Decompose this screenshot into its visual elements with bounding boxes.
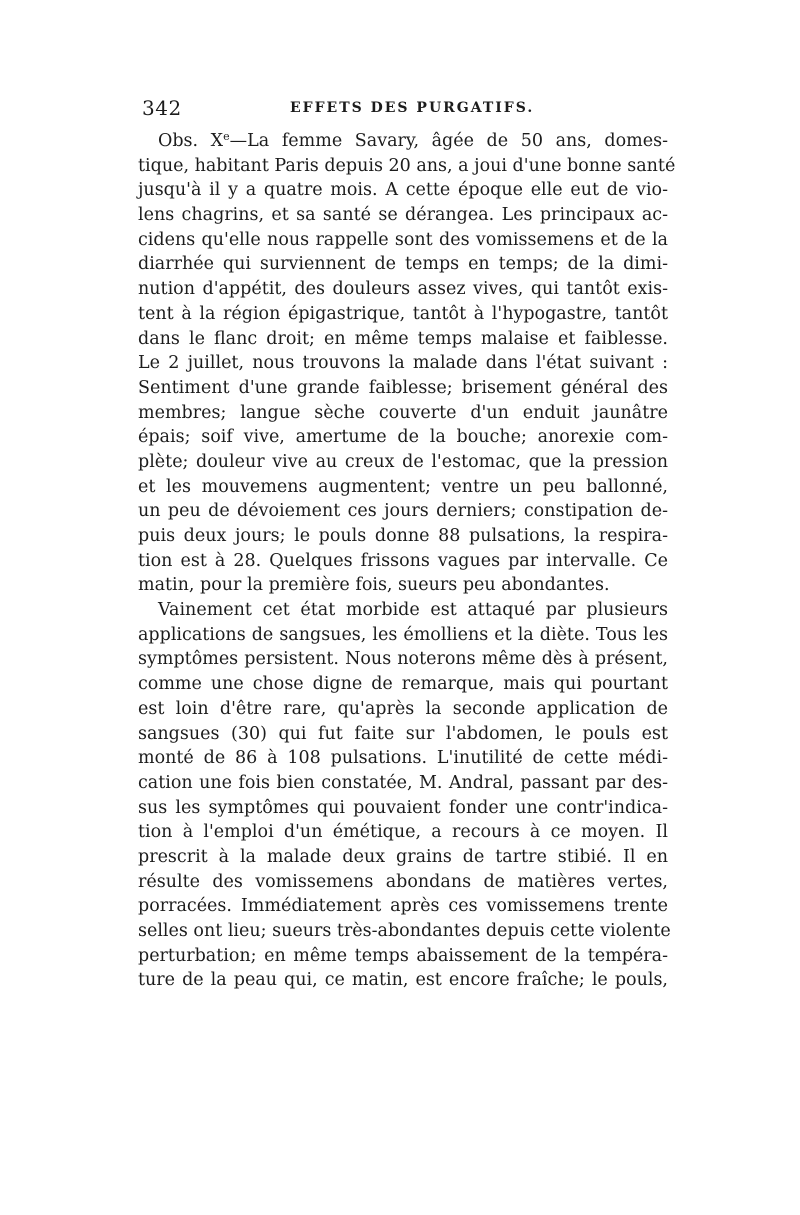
text-line: puis deux jours; le pouls donne 88 pulsations, la respira- xyxy=(138,526,668,546)
text-line: selles ont lieu; sueurs très-abondantes depuis cette violente xyxy=(138,921,671,941)
text-line: plète; douleur vive au creux de l'estomac, que la pression xyxy=(138,451,668,472)
text-line: est loin d'être rare, qu'après la seconde application de xyxy=(138,698,668,719)
text-line: tique, habitant Paris depuis 20 ans, a joui d'une bonne santé xyxy=(138,155,676,176)
page-number: 342 xyxy=(142,96,182,120)
text-line: Vainement cet état morbide est attaqué par plusieurs xyxy=(158,600,668,621)
text-line: Sentiment d'une grande faiblesse; brisement général des xyxy=(138,377,668,398)
text-line: porracées. Immédiatement après ces vomissemens trente xyxy=(138,896,668,917)
text-line: diarrhée qui surviennent de temps en temps; de la dimi- xyxy=(138,254,668,275)
text-line: résulte des vomissemens abondans de matières vertes, xyxy=(138,871,668,892)
text-line: sangsues (30) qui fut faite sur l'abdomen, le pouls est xyxy=(138,723,668,744)
text-line: ture de la peau qui, ce matin, est encore fraîche; le pouls, xyxy=(138,970,668,991)
observation-label: Obs. X xyxy=(158,131,224,151)
body-text xyxy=(138,129,676,993)
text-line: cidens qu'elle nous rappelle sont des vomissemens et de la xyxy=(138,229,668,250)
text-line: un peu de dévoiement ces jours derniers; constipation de- xyxy=(138,501,668,522)
text-line: nution d'appétit, des douleurs assez vives, qui tantôt exis- xyxy=(138,279,668,300)
text-line: matin, pour la première fois, sueurs peu abondantes. xyxy=(138,575,610,596)
text-line: perturbation; en même temps abaissement de la tempéra- xyxy=(138,945,668,966)
observation-superscript: e xyxy=(223,130,230,143)
text-line: comme une chose digne de remarque, mais qui pourtant xyxy=(138,674,668,695)
text-line: sus les symptômes qui pouvaient fonder une contr'indica- xyxy=(138,797,668,818)
text-line: dans le flanc droit; en même temps malaise et faiblesse. xyxy=(138,328,668,349)
text-line: prescrit à la malade deux grains de tartre stibié. Il en xyxy=(138,846,668,867)
text-line: symptômes persistent. Nous noterons même dès à présent, xyxy=(138,649,668,670)
text-line: tion est à 28. Quelques frissons vagues par intervalle. Ce xyxy=(138,550,668,571)
text-line: jusqu'à il y a quatre mois. A cette époque elle eut de vio- xyxy=(138,180,668,201)
text-line: monté de 86 à 108 pulsations. L'inutilité de cette médi- xyxy=(138,748,668,769)
text-line: et les mouvemens augmentent; ventre un peu ballonné, xyxy=(138,476,668,497)
text-line: membres; langue sèche couverte d'un enduit jaunâtre xyxy=(138,402,668,423)
text-line: tent à la région épigastrique, tantôt à l'hypogastre, tantôt xyxy=(138,303,668,324)
running-head: EFFETS DES PURGATIFS. xyxy=(290,100,535,116)
text-line: Le 2 juillet, nous trouvons la malade dans l'état suivant : xyxy=(138,353,668,374)
text-line: tion à l'emploi d'un émétique, a recours à ce moyen. Il xyxy=(138,822,668,843)
text-line: lens chagrins, et sa santé se dérangea. Les principaux ac- xyxy=(138,205,668,226)
text-line: cation une fois bien constatée, M. Andral, passant par des- xyxy=(138,772,668,793)
text-line: applications de sangsues, les émolliens et la diète. Tous les xyxy=(138,624,668,645)
text-line: épais; soif vive, amertume de la bouche; anorexie com- xyxy=(138,427,668,448)
text-line: Obs. Xe—La femme Savary, âgée de 50 ans, domes- xyxy=(158,130,668,151)
page-header xyxy=(142,96,668,124)
